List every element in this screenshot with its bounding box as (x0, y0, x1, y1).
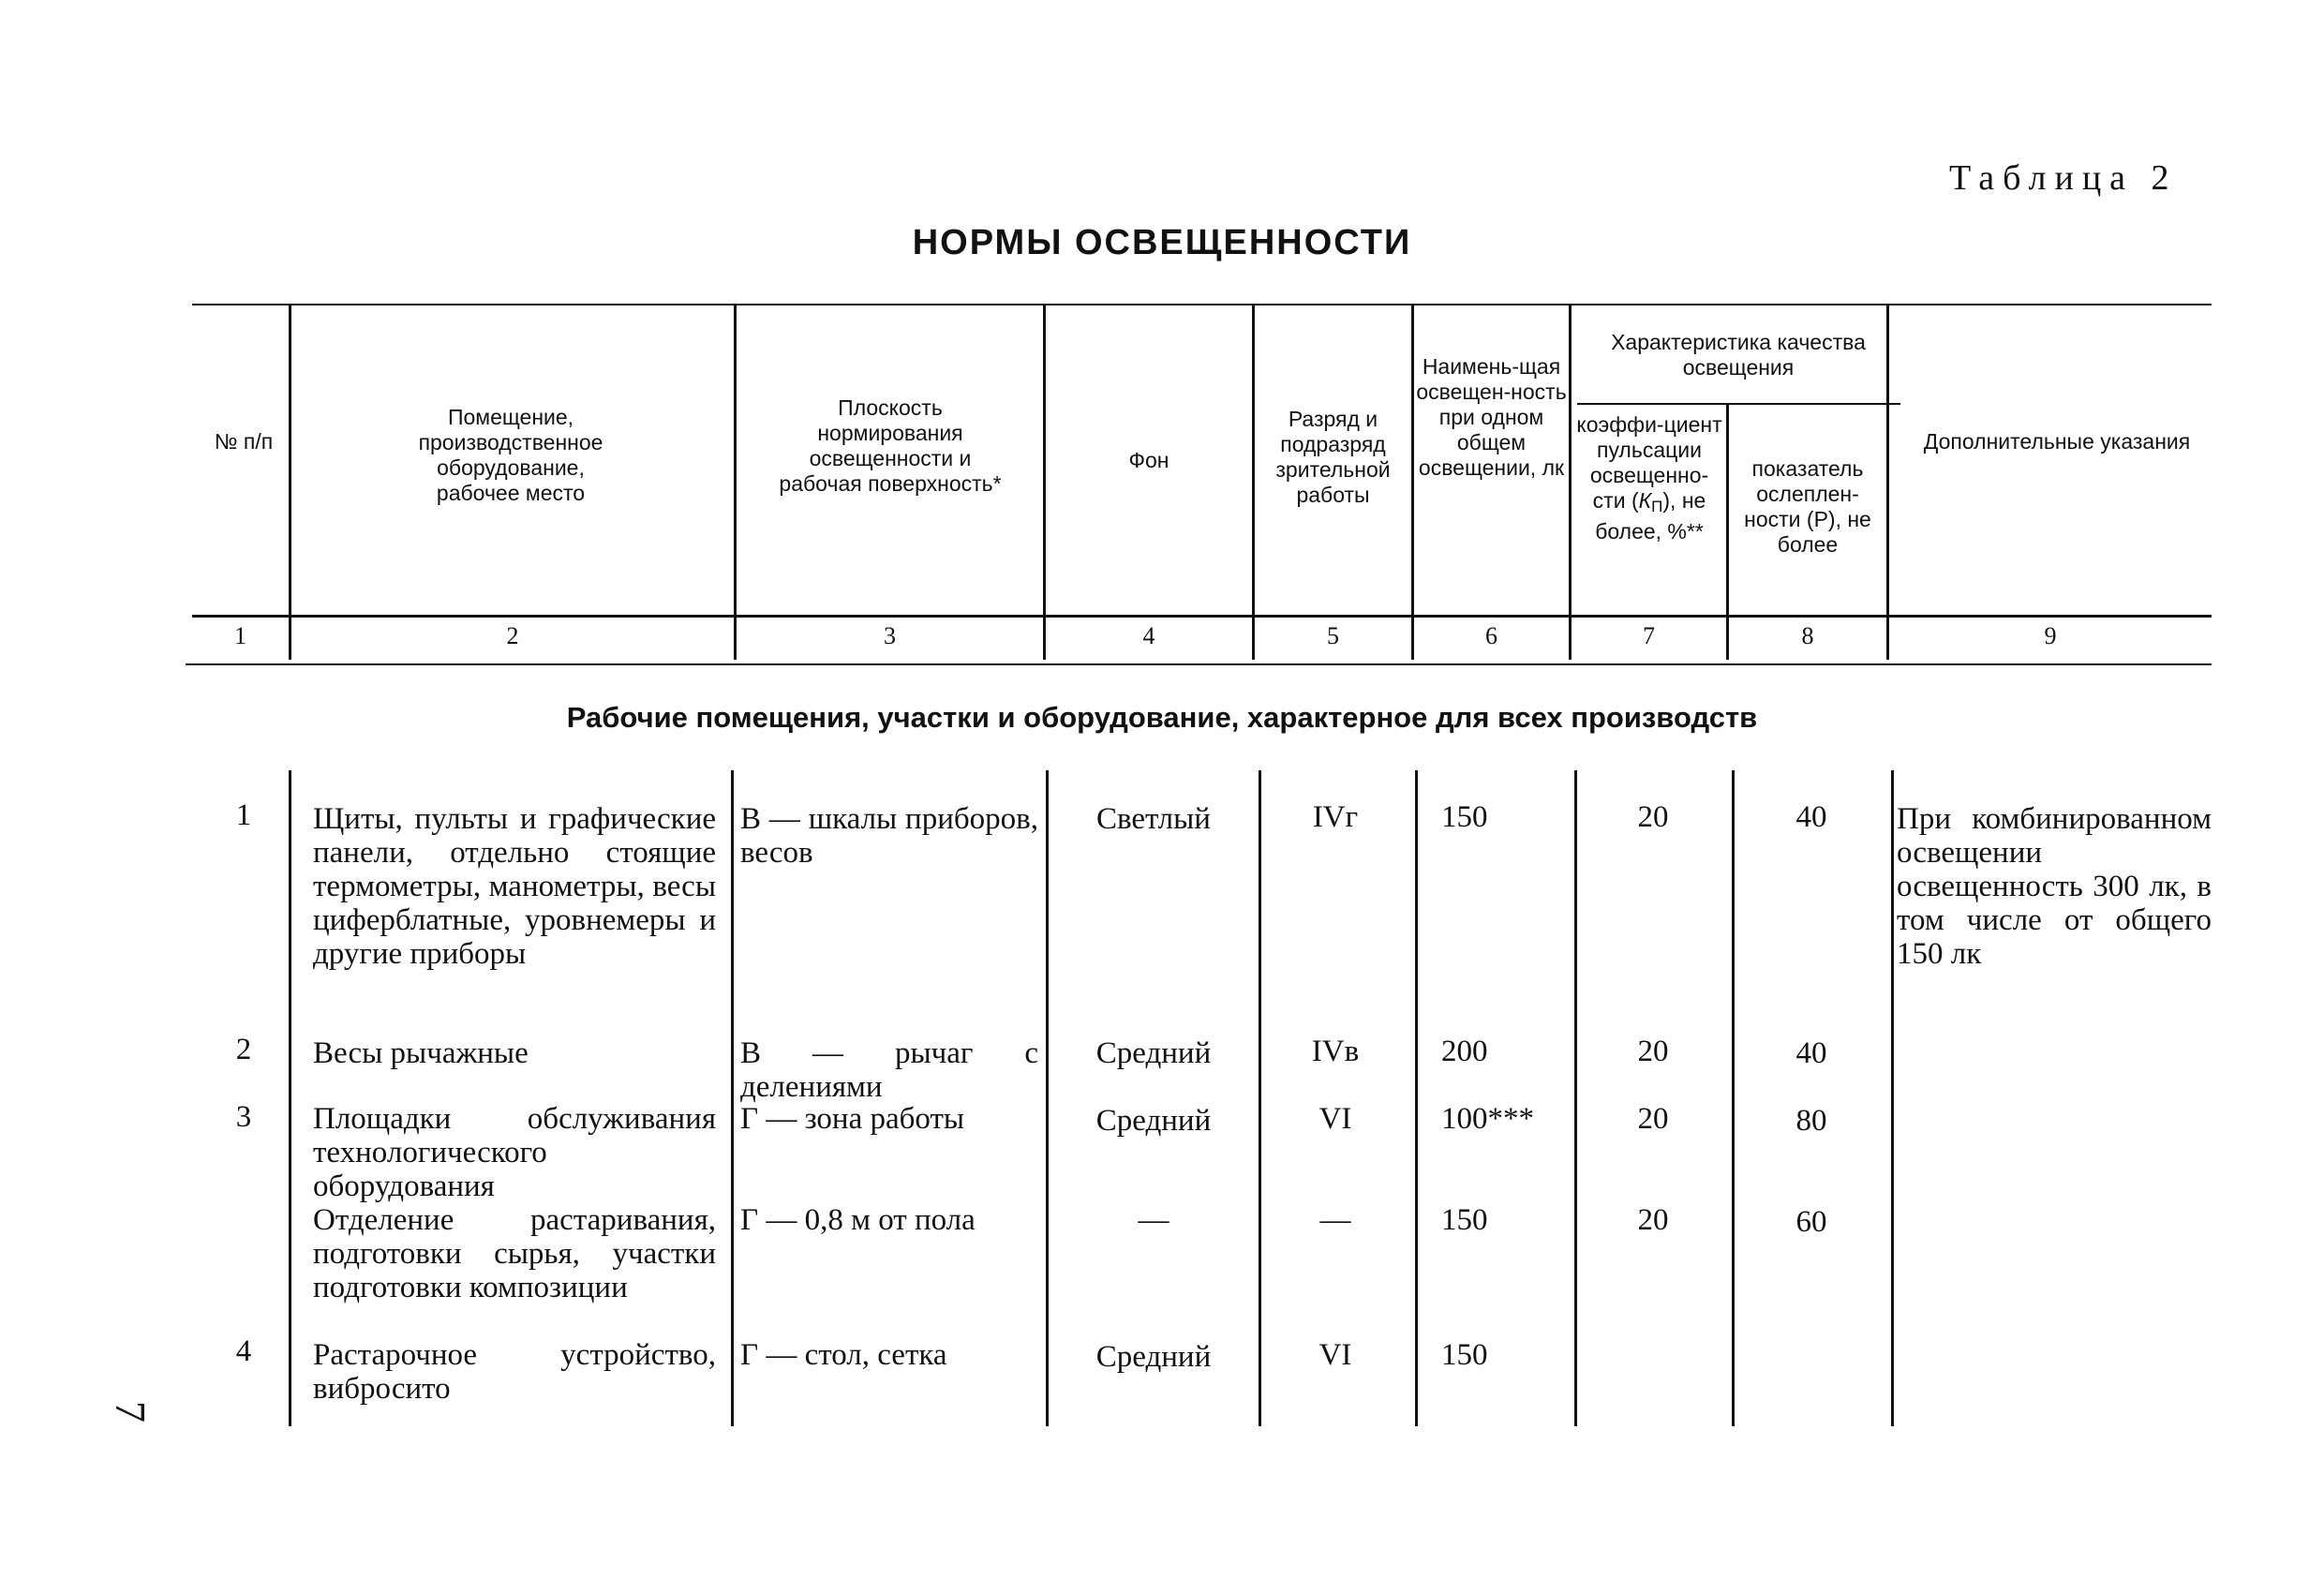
row-3-pulsation: 20 (1637, 1102, 1669, 1136)
header-pulsation-text-end: ), не более, %** (1595, 488, 1706, 544)
body-divider (1415, 770, 1418, 1426)
row-2-grade: IVв (1311, 1035, 1360, 1068)
header-divider (1886, 305, 1889, 660)
column-number: 7 (1643, 622, 1655, 649)
row-5-illuminance: 150 (1441, 1338, 1488, 1372)
row-1-glare: 40 (1795, 800, 1827, 834)
group-rule (1577, 403, 1900, 405)
body-divider (1732, 770, 1735, 1426)
row-4-grade: — (1319, 1203, 1351, 1237)
header-bottom-rule (192, 615, 2212, 618)
header-pulsation-subscript: П (1651, 498, 1663, 515)
column-number: 4 (1142, 622, 1155, 649)
row-1-number: 1 (235, 798, 252, 832)
row-2-number: 2 (235, 1033, 252, 1066)
page-number: 7 (107, 1401, 155, 1423)
header-divider (1569, 305, 1572, 660)
header-number: № п/п (214, 429, 274, 454)
body-divider (1891, 770, 1894, 1426)
header-divider (1043, 305, 1046, 660)
header-plane: Плоскость нормирования освещенности и рабочая поверхность* (779, 395, 1002, 496)
row-4-glare: 60 (1795, 1205, 1827, 1239)
header-divider (734, 305, 737, 660)
row-4-plane: Г — 0,8 м от пола (740, 1203, 976, 1237)
body-divider (289, 770, 291, 1426)
body-divider (731, 770, 734, 1426)
row-3-glare: 80 (1795, 1104, 1827, 1138)
row-2-background: Средний (1095, 1036, 1212, 1070)
header-room: Помещение, производственное оборудование, рабочее место (418, 405, 603, 505)
row-1-plane: В — шкалы приборов, весов (740, 802, 1038, 870)
header-divider (289, 305, 291, 660)
row-5-grade: VI (1318, 1338, 1352, 1372)
column-number: 9 (2044, 622, 2057, 649)
header-pulsation-text: коэффи-циент пульсации освещенно-сти ( (1576, 412, 1722, 513)
row-1-background: Светлый (1096, 802, 1211, 836)
header-notes: Дополнительные указания (1923, 429, 2191, 454)
row-3-grade: VI (1318, 1102, 1352, 1136)
row-3-room: Площадки обслуживания технологического оборудования (313, 1102, 716, 1203)
column-number: 3 (884, 622, 896, 649)
body-divider (1574, 770, 1577, 1426)
column-number: 1 (234, 622, 246, 649)
row-4-background: — (1138, 1203, 1169, 1237)
header-grade: Разряд и подразряд зрительной работы (1275, 407, 1391, 507)
column-number: 2 (506, 622, 519, 649)
row-2-glare: 40 (1795, 1036, 1827, 1070)
row-5-number: 4 (235, 1334, 252, 1368)
row-3-plane: Г — зона работы (740, 1102, 965, 1136)
row-2-illuminance: 200 (1441, 1035, 1488, 1068)
header-glare: показатель ослеплен-ности (Р), не более (1744, 456, 1871, 557)
table-label: Таблица 2 (1949, 158, 2178, 198)
row-5-background: Средний (1095, 1340, 1212, 1374)
header-quality-group: Характеристика качества освещения (1611, 330, 1866, 380)
row-1-grade: IVг (1312, 800, 1359, 834)
header-min-illuminance: Наимень-щая освещен-ность при одном общем освещении, лк (1416, 354, 1567, 480)
row-4-pulsation: 20 (1637, 1203, 1669, 1237)
header-pulsation (1574, 412, 1724, 544)
row-1-illuminance: 150 (1441, 800, 1488, 834)
row-5-plane: Г — стол, сетка (740, 1338, 947, 1372)
numbers-bottom-rule (186, 663, 2212, 665)
column-number: 8 (1801, 622, 1814, 649)
row-2-pulsation: 20 (1637, 1035, 1669, 1068)
header-top-rule (192, 304, 2212, 305)
header-background: Фон (1128, 448, 1169, 472)
section-title: Рабочие помещения, участки и оборудование, характерное для всех производств (566, 701, 1758, 734)
row-4-illuminance: 150 (1441, 1203, 1488, 1237)
row-2-plane: В — рычаг с делениями (740, 1036, 1038, 1104)
body-divider (1259, 770, 1261, 1426)
row-3-background: Средний (1095, 1104, 1212, 1138)
row-5-room: Растарочное устройство, вибросито (313, 1338, 716, 1406)
column-number: 5 (1327, 622, 1339, 649)
row-1-pulsation: 20 (1637, 800, 1669, 834)
page-title: НОРМЫ ОСВЕЩЕННОСТИ (912, 223, 1412, 262)
row-3-illuminance: 100*** (1441, 1102, 1534, 1136)
row-3-number: 3 (235, 1100, 252, 1134)
column-number: 6 (1485, 622, 1497, 649)
row-1-room: Щиты, пульты и графические панели, отдельно стоящие термометры, манометры, весы циферблатные, уровнемеры и другие приборы (313, 802, 716, 971)
row-1-notes: При комбинированном освещении освещенность 300 лк, в том числе от общего 150 лк (1897, 802, 2212, 971)
body-divider (1046, 770, 1049, 1426)
row-2-room: Весы рычажные (313, 1036, 529, 1070)
header-pulsation-symbol: К (1638, 488, 1652, 513)
row-4-room: Отделение растаривания, подготовки сырья, участки подготовки композиции (313, 1203, 716, 1304)
